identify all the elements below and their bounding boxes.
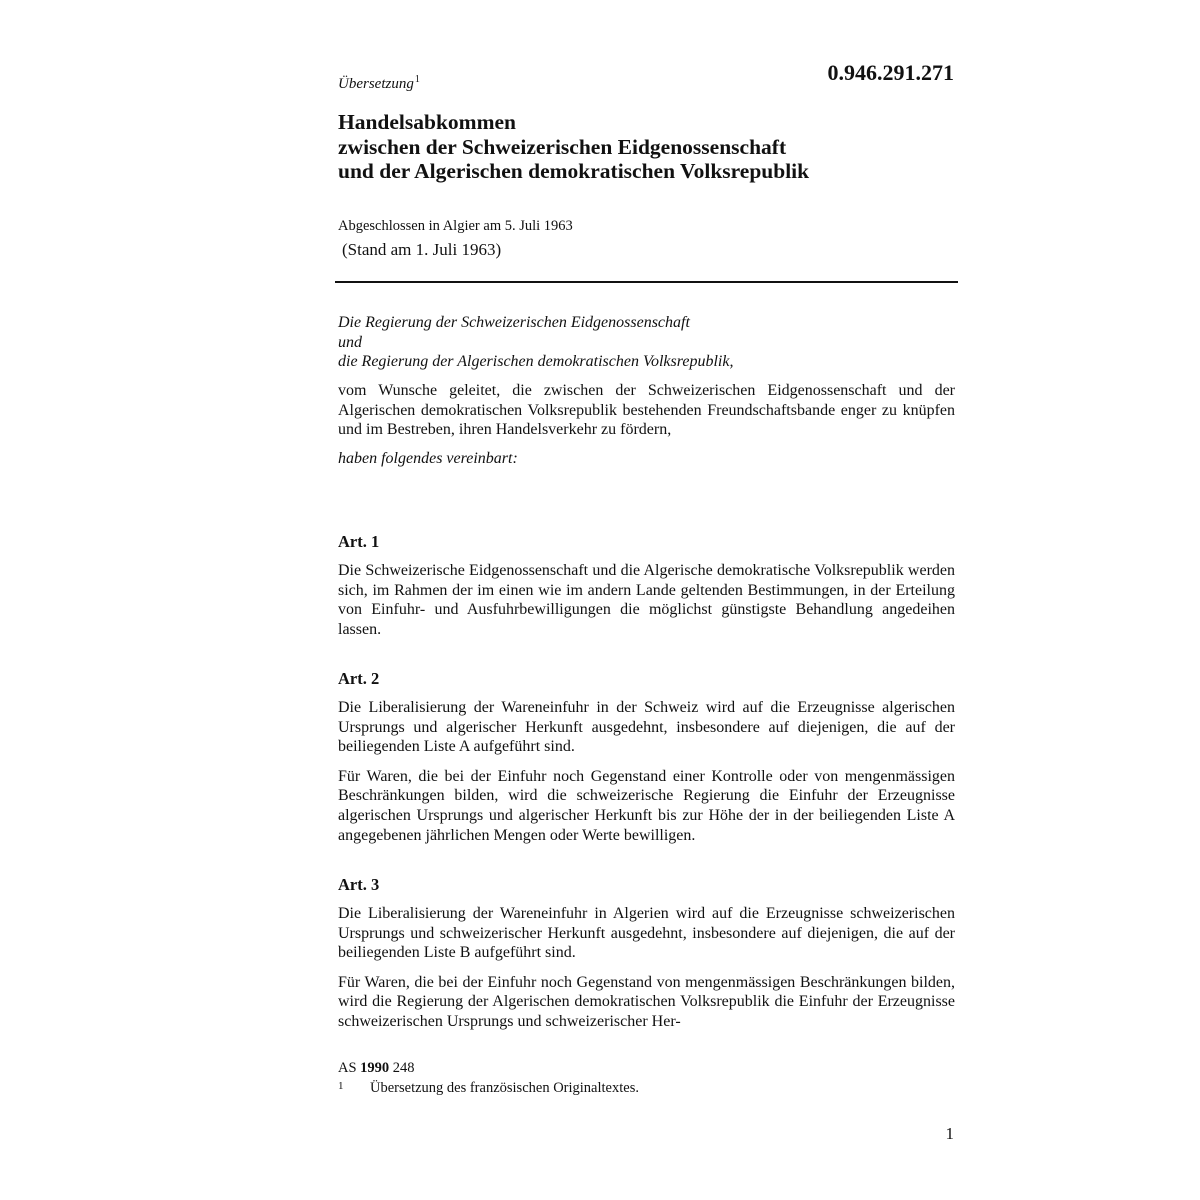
article-1-heading: Art. 1 <box>338 532 380 551</box>
article-2-body <box>338 698 955 845</box>
party-line: die Regierung der Algerischen demokratischen Volksrepublik, <box>338 353 734 371</box>
article-2-heading: Art. 2 <box>338 669 380 688</box>
as-reference <box>338 1058 955 1078</box>
title-line: und der Algerischen demokratischen Volksrepublik <box>338 159 810 183</box>
status-date: (Stand am 1. Juli 1963) <box>342 240 502 259</box>
header-divider <box>335 281 958 283</box>
article-paragraph: Für Waren, die bei der Einfuhr noch Gegenstand einer Kontrolle oder von mengenmässigen Beschränkungen bilden, wird die schweizerische Regierung die Einfuhr der Erzeugnisse algerischen Ursprungs und algerischer Herkunft bis zur Höhe der in der beiliegenden Liste A angegebenen jährlichen Mengen oder Werte bewilligen. <box>338 767 955 844</box>
page-number: 1 <box>945 1124 954 1143</box>
article-paragraph: Die Liberalisierung der Wareneinfuhr in der Schweiz wird auf die Erzeugnisse algerischen Ursprungs und algerischer Herkunft ausgedehnt, insbesondere auf diejenigen, die auf der beiliegenden Liste A aufgeführt sind. <box>338 699 955 756</box>
party-line: und <box>338 333 362 351</box>
article-paragraph: Die Schweizerische Eidgenossenschaft und die Algerische demokratische Volksrepublik werden sich, im Rahmen der im einen wie im andern Lande geltenden Bestimmungen, in der Erteilung von Einfuhr- und Ausfuhrbewilligungen die möglichst günstigste Behandlung angedeihen lassen. <box>338 562 955 638</box>
footnotes <box>338 1058 955 1098</box>
article-paragraph: Für Waren, die bei der Einfuhr noch Gegenstand von mengenmässigen Beschränkungen bilden, wird die Regierung der Algerischen demokratischen Volksrepublik die Einfuhr der Erzeugnisse schweizerischen Ursprungs und schweizerischer Her- <box>338 973 955 1030</box>
article-3-body <box>338 904 955 1032</box>
document-title <box>338 110 958 184</box>
title-line: Handelsabkommen <box>338 110 517 134</box>
as-prefix: AS <box>338 1060 361 1076</box>
preamble-parties <box>338 313 955 372</box>
article-1-body <box>338 561 955 639</box>
as-year: 1990 <box>360 1060 390 1076</box>
footnote-text: Übersetzung des französischen Originaltextes. <box>370 1080 639 1096</box>
party-line: Die Regierung der Schweizerischen Eidgenossenschaft <box>338 314 690 331</box>
preamble-text-block <box>338 381 955 440</box>
preamble-text: vom Wunsche geleitet, die zwischen der Schweizerischen Eidgenossenschaft und der Algerischen demokratischen Volksrepublik bestehenden Freundschaftsbande enger zu knüpfen und im Bestreben, ihren Handelsverkehr zu fördern, <box>338 382 955 439</box>
footnote-1 <box>338 1078 955 1098</box>
concluded-date: Abgeschlossen in Algier am 5. Juli 1963 <box>338 218 573 234</box>
title-line: zwischen der Schweizerischen Eidgenossenschaft <box>338 134 787 159</box>
article-paragraph: Die Liberalisierung der Wareneinfuhr in Algerien wird auf die Erzeugnisse schweizerischen Ursprungs und schweizerischer Herkunft ausgedehnt, insbesondere auf diejenigen, die auf der beiliegenden Liste B aufgeführt sind. <box>338 905 955 962</box>
translation-label <box>338 74 420 93</box>
sr-number: 0.946.291.271 <box>827 60 954 85</box>
translation-label-text: Übersetzung <box>338 76 414 92</box>
footnote-reference[interactable]: 1 <box>414 74 420 85</box>
as-page: 248 <box>389 1060 415 1076</box>
footnote-mark: 1 <box>338 1080 344 1092</box>
article-3-heading: Art. 3 <box>338 875 380 894</box>
agreed-clause: haben folgendes vereinbart: <box>338 450 518 467</box>
